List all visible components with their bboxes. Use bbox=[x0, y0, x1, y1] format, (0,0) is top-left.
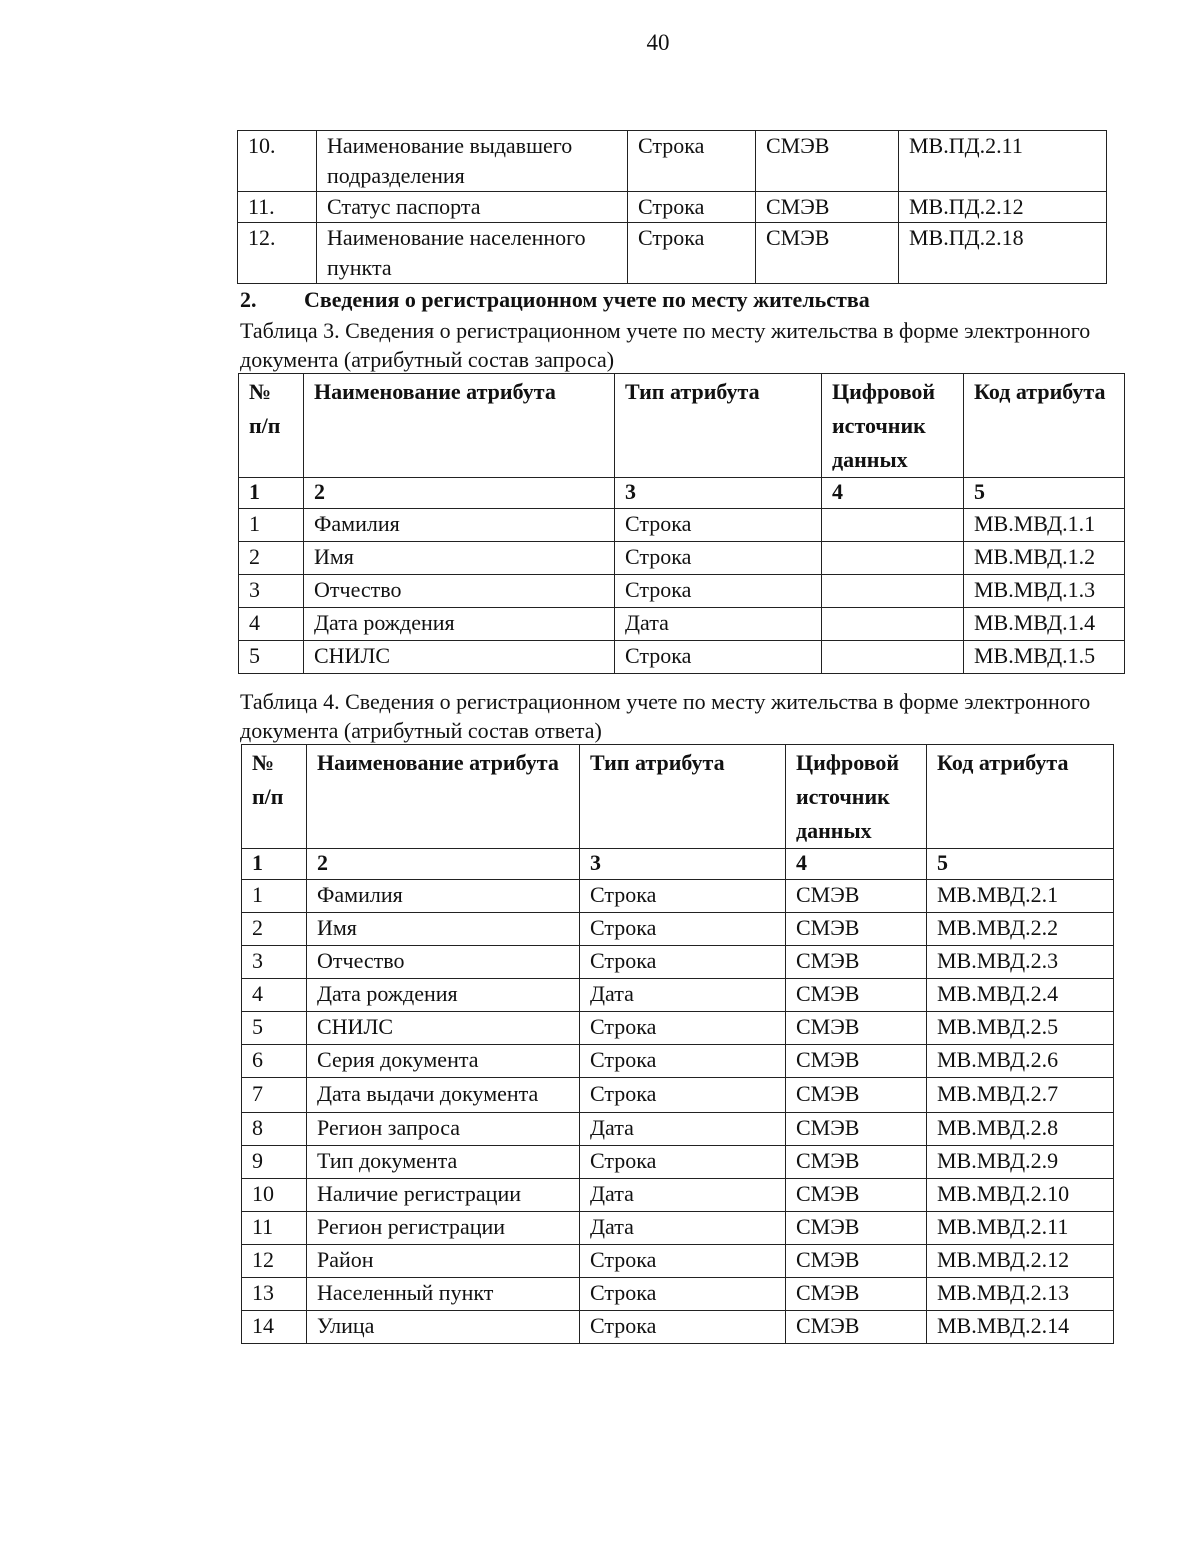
table-row bbox=[239, 641, 1125, 674]
attribute-code: МВ.МВД.1.3 bbox=[964, 575, 1125, 608]
column-index: 1 bbox=[242, 849, 307, 880]
section-title: Сведения о регистрационном учете по месту жительства bbox=[304, 287, 870, 312]
attribute-type: Дата bbox=[615, 608, 822, 641]
attribute-code: МВ.МВД.2.4 bbox=[927, 979, 1114, 1012]
data-source: СМЭВ bbox=[786, 1245, 927, 1278]
attribute-type: Дата bbox=[580, 1179, 786, 1212]
column-index: 3 bbox=[615, 478, 822, 509]
continued-table bbox=[237, 130, 1107, 284]
row-number: 3 bbox=[242, 946, 307, 979]
column-index: 4 bbox=[786, 849, 927, 880]
table-row bbox=[242, 979, 1114, 1012]
table-4 bbox=[241, 744, 1114, 1344]
table-row bbox=[239, 608, 1125, 641]
table-row bbox=[242, 1146, 1114, 1179]
table-header-row bbox=[242, 745, 1114, 849]
attribute-type: Дата bbox=[580, 1113, 786, 1146]
table-row bbox=[242, 880, 1114, 913]
column-index: 1 bbox=[239, 478, 304, 509]
data-source: СМЭВ bbox=[786, 1146, 927, 1179]
row-number: 14 bbox=[242, 1311, 307, 1344]
attribute-type: Строка bbox=[580, 1311, 786, 1344]
attribute-type: Строка bbox=[580, 1146, 786, 1179]
attribute-name: Дата выдачи документа bbox=[307, 1078, 580, 1113]
attribute-code: МВ.МВД.2.10 bbox=[927, 1179, 1114, 1212]
attribute-type: Строка bbox=[615, 641, 822, 674]
data-source: СМЭВ bbox=[786, 1012, 927, 1045]
table-row bbox=[242, 1113, 1114, 1146]
data-source: СМЭВ bbox=[786, 913, 927, 946]
data-source: СМЭВ bbox=[786, 1078, 927, 1113]
attribute-name: Имя bbox=[307, 913, 580, 946]
row-number: 3 bbox=[239, 575, 304, 608]
attribute-name: Дата рождения bbox=[304, 608, 615, 641]
attribute-name: Наименование населенного пункта bbox=[317, 223, 628, 284]
row-number: 12. bbox=[238, 223, 317, 284]
table-3-caption: Таблица 3. Сведения о регистрационном учете по месту жительства в форме электронного документа (атрибутный состав запроса) bbox=[240, 318, 1091, 372]
attribute-code: МВ.МВД.1.5 bbox=[964, 641, 1125, 674]
row-number: 6 bbox=[242, 1045, 307, 1078]
attribute-type: Дата bbox=[580, 979, 786, 1012]
table-4-caption: Таблица 4. Сведения о регистрационном учете по месту жительства в форме электронного документа (атрибутный состав ответа) bbox=[240, 689, 1091, 743]
header-attribute-name: Наименование атрибута bbox=[307, 745, 580, 849]
attribute-name: Регион запроса bbox=[307, 1113, 580, 1146]
row-number: 10 bbox=[242, 1179, 307, 1212]
table-row bbox=[242, 1078, 1114, 1113]
attribute-code: МВ.МВД.2.12 bbox=[927, 1245, 1114, 1278]
data-source bbox=[822, 608, 964, 641]
column-index: 5 bbox=[927, 849, 1114, 880]
column-index: 2 bbox=[307, 849, 580, 880]
row-number: 1 bbox=[242, 880, 307, 913]
attribute-name: Регион регистрации bbox=[307, 1212, 580, 1245]
header-attribute-name: Наименование атрибута bbox=[304, 374, 615, 478]
column-index: 5 bbox=[964, 478, 1125, 509]
data-source: СМЭВ bbox=[786, 880, 927, 913]
header-data-source: Цифровой источник данных bbox=[822, 374, 964, 478]
attribute-code: МВ.МВД.2.6 bbox=[927, 1045, 1114, 1078]
table-row bbox=[239, 542, 1125, 575]
attribute-code: МВ.МВД.2.14 bbox=[927, 1311, 1114, 1344]
header-attribute-code: Код атрибута bbox=[964, 374, 1125, 478]
row-number: 2 bbox=[242, 913, 307, 946]
attribute-code: МВ.МВД.2.9 bbox=[927, 1146, 1114, 1179]
row-number: 13 bbox=[242, 1278, 307, 1311]
header-attribute-type: Тип атрибута bbox=[615, 374, 822, 478]
table-row bbox=[238, 192, 1107, 223]
attribute-name: Наименование выдавшего подразделения bbox=[317, 131, 628, 192]
column-index: 2 bbox=[304, 478, 615, 509]
attribute-name: СНИЛС bbox=[304, 641, 615, 674]
column-index-row bbox=[242, 849, 1114, 880]
section-number: 2. bbox=[240, 287, 257, 312]
row-number: 5 bbox=[239, 641, 304, 674]
data-source: СМЭВ bbox=[786, 1212, 927, 1245]
row-number: 1 bbox=[239, 509, 304, 542]
data-source: СМЭВ bbox=[786, 1311, 927, 1344]
data-source: СМЭВ bbox=[756, 223, 899, 284]
table-row bbox=[242, 1278, 1114, 1311]
attribute-type: Строка bbox=[615, 542, 822, 575]
table-row bbox=[242, 1212, 1114, 1245]
attribute-name: Район bbox=[307, 1245, 580, 1278]
table-row bbox=[242, 1245, 1114, 1278]
data-source bbox=[822, 641, 964, 674]
attribute-code: МВ.ПД.2.11 bbox=[899, 131, 1107, 192]
data-source: СМЭВ bbox=[786, 1113, 927, 1146]
data-source: СМЭВ bbox=[786, 1045, 927, 1078]
attribute-type: Строка bbox=[628, 192, 756, 223]
table-row bbox=[242, 946, 1114, 979]
attribute-name: Улица bbox=[307, 1311, 580, 1344]
attribute-code: МВ.МВД.2.11 bbox=[927, 1212, 1114, 1245]
attribute-name: Фамилия bbox=[307, 880, 580, 913]
header-data-source: Цифровой источник данных bbox=[786, 745, 927, 849]
attribute-name: Дата рождения bbox=[307, 979, 580, 1012]
attribute-code: МВ.ПД.2.18 bbox=[899, 223, 1107, 284]
row-number: 4 bbox=[239, 608, 304, 641]
attribute-code: МВ.МВД.2.1 bbox=[927, 880, 1114, 913]
page-number: 40 bbox=[646, 30, 670, 55]
data-source: СМЭВ bbox=[786, 946, 927, 979]
table-row bbox=[238, 131, 1107, 192]
attribute-name: Статус паспорта bbox=[317, 192, 628, 223]
attribute-type: Строка bbox=[628, 131, 756, 192]
row-number: 8 bbox=[242, 1113, 307, 1146]
data-source: СМЭВ bbox=[756, 192, 899, 223]
row-number: 12 bbox=[242, 1245, 307, 1278]
attribute-type: Строка bbox=[580, 946, 786, 979]
attribute-code: МВ.ПД.2.12 bbox=[899, 192, 1107, 223]
attribute-name: Населенный пункт bbox=[307, 1278, 580, 1311]
attribute-name: Тип документа bbox=[307, 1146, 580, 1179]
attribute-name: Имя bbox=[304, 542, 615, 575]
attribute-code: МВ.МВД.2.5 bbox=[927, 1012, 1114, 1045]
table-row bbox=[238, 223, 1107, 284]
data-source bbox=[822, 575, 964, 608]
attribute-type: Дата bbox=[580, 1212, 786, 1245]
attribute-type: Строка bbox=[580, 1245, 786, 1278]
header-attribute-type: Тип атрибута bbox=[580, 745, 786, 849]
attribute-name: Наличие регистрации bbox=[307, 1179, 580, 1212]
attribute-code: МВ.МВД.2.7 bbox=[927, 1078, 1114, 1113]
attribute-type: Строка bbox=[615, 575, 822, 608]
data-source: СМЭВ bbox=[786, 1179, 927, 1212]
column-index: 3 bbox=[580, 849, 786, 880]
attribute-type: Строка bbox=[615, 509, 822, 542]
row-number: 11. bbox=[238, 192, 317, 223]
attribute-type: Строка bbox=[580, 880, 786, 913]
row-number: 9 bbox=[242, 1146, 307, 1179]
table-3 bbox=[238, 373, 1125, 674]
header-attribute-code: Код атрибута bbox=[927, 745, 1114, 849]
table-header-row bbox=[239, 374, 1125, 478]
row-number: 4 bbox=[242, 979, 307, 1012]
attribute-name: Фамилия bbox=[304, 509, 615, 542]
table-row bbox=[242, 1045, 1114, 1078]
row-number: 5 bbox=[242, 1012, 307, 1045]
attribute-code: МВ.МВД.2.2 bbox=[927, 913, 1114, 946]
attribute-name: Серия документа bbox=[307, 1045, 580, 1078]
header-number: № п/п bbox=[242, 745, 307, 849]
row-number: 11 bbox=[242, 1212, 307, 1245]
attribute-name: Отчество bbox=[304, 575, 615, 608]
attribute-code: МВ.МВД.2.8 bbox=[927, 1113, 1114, 1146]
attribute-code: МВ.МВД.1.1 bbox=[964, 509, 1125, 542]
section-heading bbox=[240, 286, 870, 315]
table-row bbox=[242, 1012, 1114, 1045]
attribute-code: МВ.МВД.2.13 bbox=[927, 1278, 1114, 1311]
table-row bbox=[239, 509, 1125, 542]
data-source: СМЭВ bbox=[786, 979, 927, 1012]
row-number: 10. bbox=[238, 131, 317, 192]
attribute-type: Строка bbox=[628, 223, 756, 284]
attribute-code: МВ.МВД.1.2 bbox=[964, 542, 1125, 575]
attribute-code: МВ.МВД.1.4 bbox=[964, 608, 1125, 641]
attribute-type: Строка bbox=[580, 1045, 786, 1078]
table-row bbox=[242, 913, 1114, 946]
column-index-row bbox=[239, 478, 1125, 509]
data-source bbox=[822, 542, 964, 575]
row-number: 7 bbox=[242, 1078, 307, 1113]
data-source bbox=[822, 509, 964, 542]
row-number: 2 bbox=[239, 542, 304, 575]
attribute-name: Отчество bbox=[307, 946, 580, 979]
attribute-code: МВ.МВД.2.3 bbox=[927, 946, 1114, 979]
attribute-type: Строка bbox=[580, 1078, 786, 1113]
data-source: СМЭВ bbox=[756, 131, 899, 192]
data-source: СМЭВ bbox=[786, 1278, 927, 1311]
attribute-type: Строка bbox=[580, 913, 786, 946]
table-row bbox=[239, 575, 1125, 608]
attribute-name: СНИЛС bbox=[307, 1012, 580, 1045]
column-index: 4 bbox=[822, 478, 964, 509]
table-row bbox=[242, 1179, 1114, 1212]
header-number: № п/п bbox=[239, 374, 304, 478]
attribute-type: Строка bbox=[580, 1278, 786, 1311]
table-row bbox=[242, 1311, 1114, 1344]
attribute-type: Строка bbox=[580, 1012, 786, 1045]
